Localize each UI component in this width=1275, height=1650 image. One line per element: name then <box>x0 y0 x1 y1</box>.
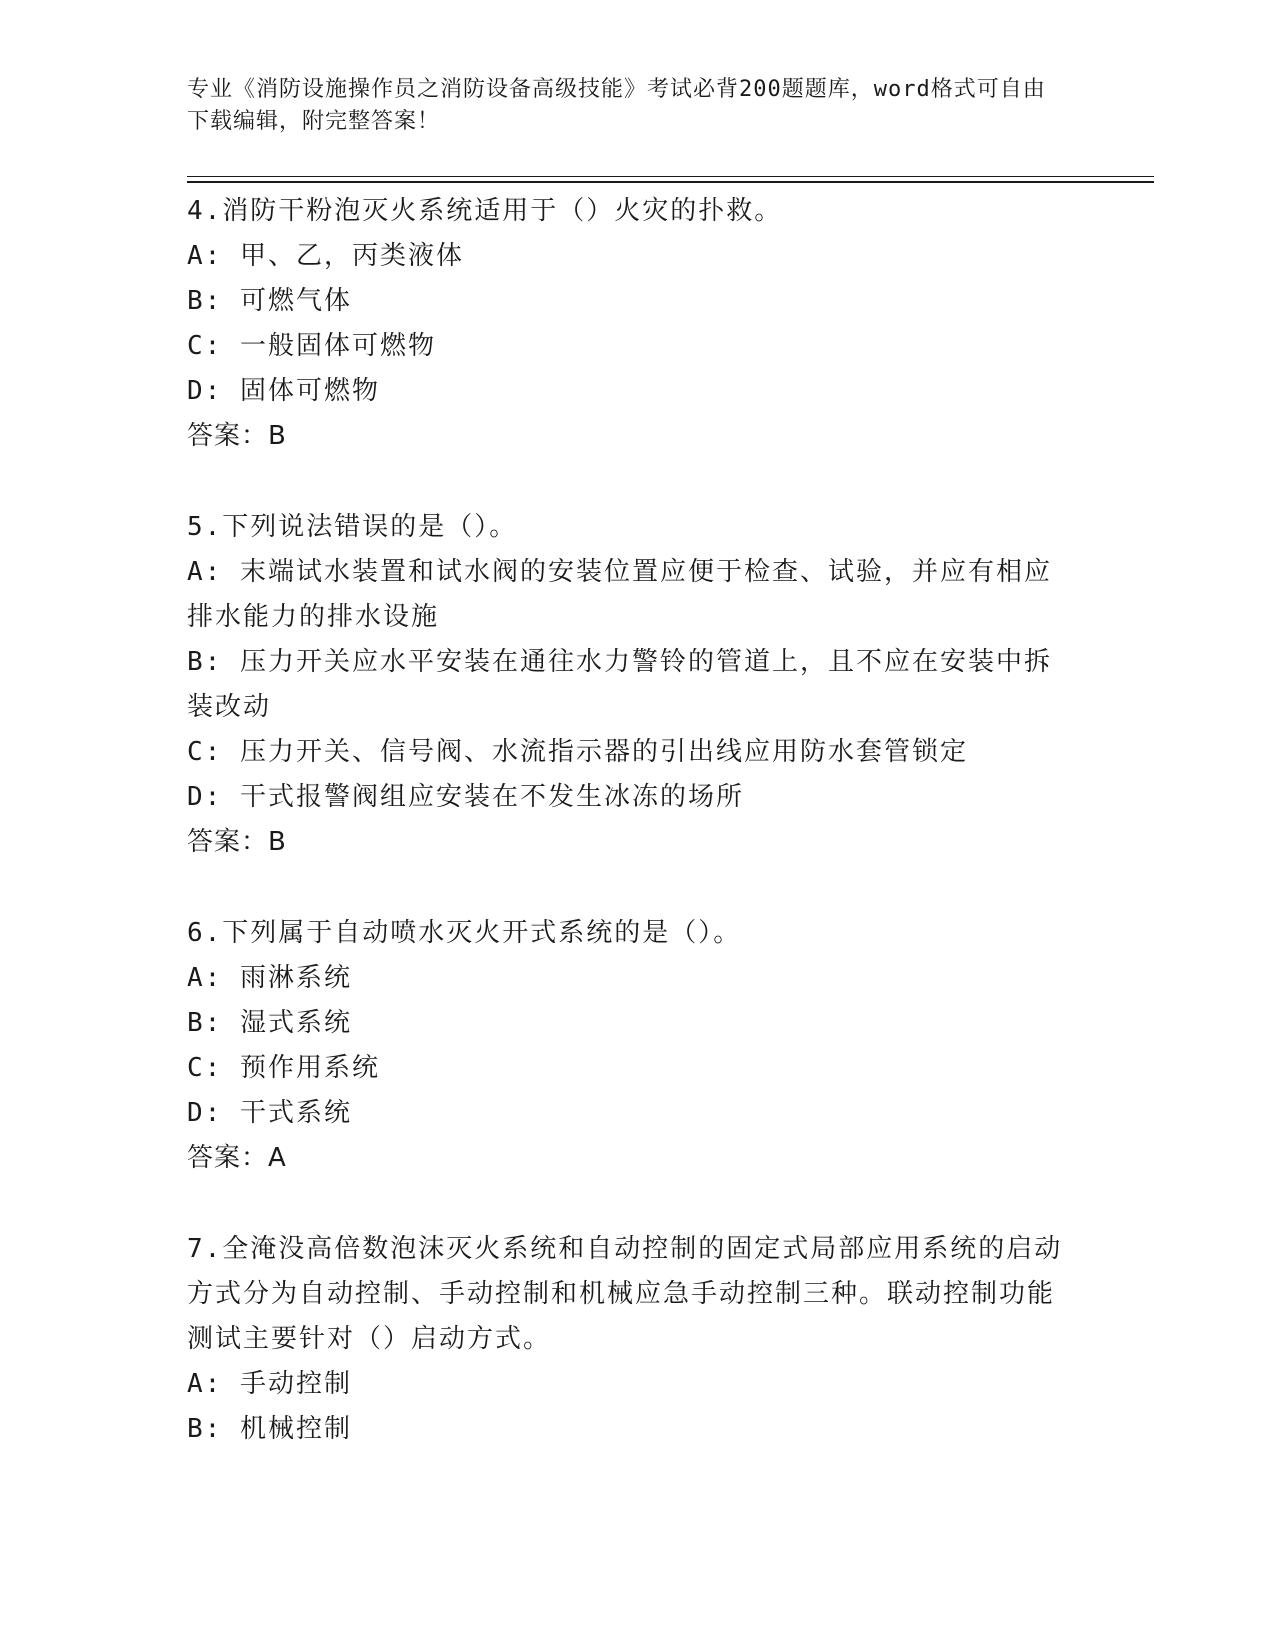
option-b: B: 机械控制 <box>187 1414 352 1444</box>
option-d: D: 固体可燃物 <box>187 376 380 406</box>
question-stem: 4.消防干粉泡灭火系统适用于（）火灾的扑救。 <box>187 196 783 226</box>
question-stem: 6.下列属于自动喷水灭火开式系统的是（）。 <box>187 918 742 948</box>
option-d: D: 干式系统 <box>187 1098 352 1128</box>
question-list <box>187 189 1067 1498</box>
question-item <box>187 911 1067 1181</box>
header-divider-thick <box>187 181 1154 183</box>
option-b: B: 可燃气体 <box>187 286 352 316</box>
question-stem: 7.全淹没高倍数泡沫灭火系统和自动控制的固定式局部应用系统的启动方式分为自动控制、手动控制和机械应急手动控制三种。联动控制功能测试主要针对（）启动方式。 <box>187 1234 1063 1354</box>
option-b: B: 压力开关应水平安装在通往水力警铃的管道上，且不应在安装中拆装改动 <box>187 647 1052 722</box>
question-item <box>187 505 1067 865</box>
question-item <box>187 1227 1067 1452</box>
question-item <box>187 189 1067 459</box>
answer-line: 答案：B <box>187 421 287 451</box>
option-d: D: 干式报警阀组应安装在不发生冰冻的场所 <box>187 782 744 812</box>
option-a: A: 末端试水装置和试水阀的安装位置应便于检查、试验，并应有相应排水能力的排水设施 <box>187 557 1052 632</box>
option-b: B: 湿式系统 <box>187 1008 352 1038</box>
option-c: C: 预作用系统 <box>187 1053 380 1083</box>
header-divider-thin <box>187 176 1154 177</box>
answer-line: 答案：A <box>187 1143 287 1173</box>
option-a: A: 雨淋系统 <box>187 963 352 993</box>
option-a: A: 手动控制 <box>187 1369 352 1399</box>
answer-line: 答案：B <box>187 827 287 857</box>
option-c: C: 一般固体可燃物 <box>187 331 436 361</box>
document-header: 专业《消防设施操作员之消防设备高级技能》考试必背200题题库，word格式可自由下载编辑，附完整答案！ <box>187 77 1046 134</box>
question-stem: 5.下列说法错误的是（）。 <box>187 512 518 542</box>
option-a: A: 甲、乙，丙类液体 <box>187 241 464 271</box>
option-c: C: 压力开关、信号阀、水流指示器的引出线应用防水套管锁定 <box>187 737 968 767</box>
